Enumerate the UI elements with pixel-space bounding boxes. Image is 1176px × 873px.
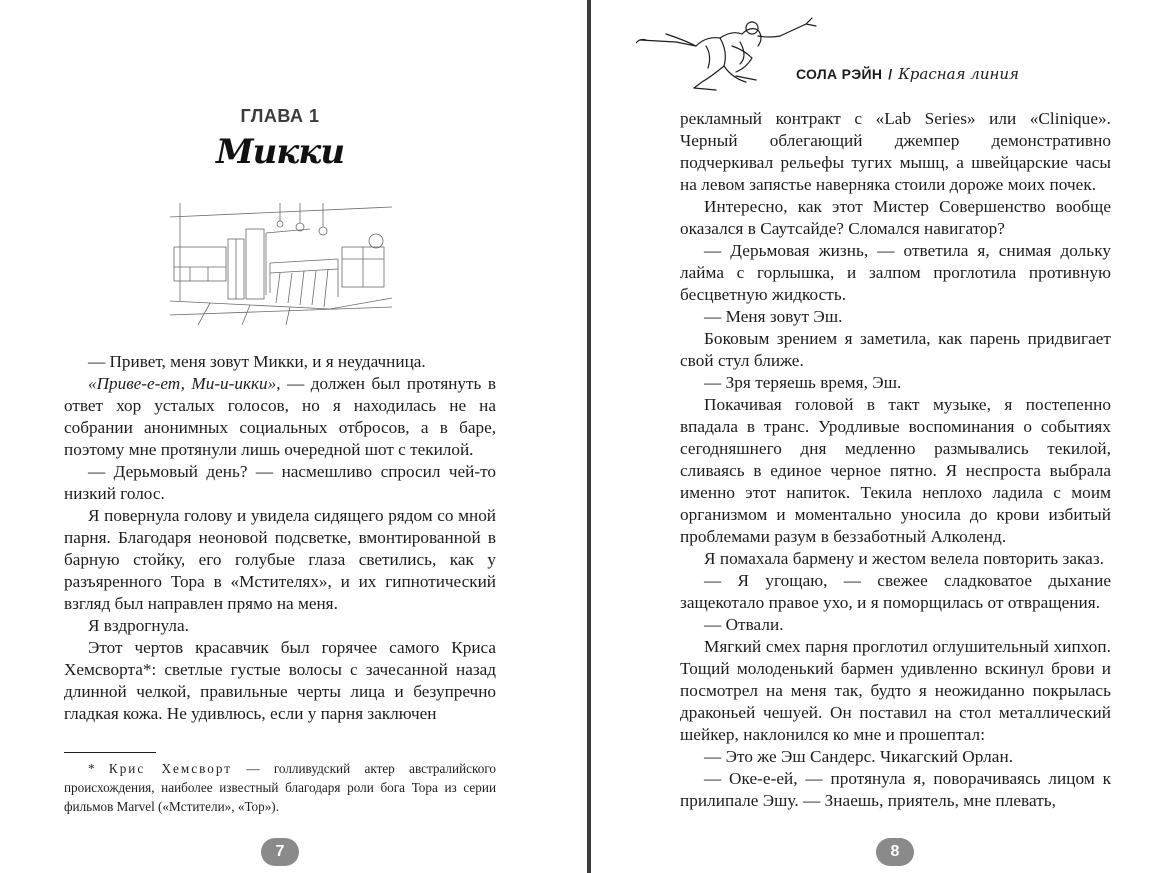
paragraph: — Привет, меня зовут Микки, и я неудачница. bbox=[88, 352, 426, 371]
paragraph: — Отвали. bbox=[704, 615, 784, 634]
paragraph: Я вздрогнула. bbox=[88, 616, 189, 635]
header-separator: / bbox=[888, 66, 893, 82]
paragraph: — Дерьмовая жизнь, — ответила я, снимая дольку лайма с горлышка, и залпом проглотила противную бесцветную жидкость. bbox=[680, 241, 1111, 304]
paragraph bbox=[64, 373, 496, 461]
paragraph: Мягкий смех парня проглотил оглушительный хипхоп. Тощий молоденький бармен удивленно вскинул брови и посмотрел на меня так, будто я неожиданно покрылась драконьей чешуей. Он поставил на стол металлический шейкер, наклонился ко мне и прошептал: bbox=[680, 637, 1111, 744]
paragraph: Я повернула голову и увидела сидящего рядом со мной парня. Благодаря неоновой подсветке, вмонтированной в барную стойку, его голубые глаза светились, как у разъяренного Тора в «Мстителях», и их гипнотический взгляд был направлен прямо на меня. bbox=[64, 506, 496, 613]
paragraph: — Это же Эш Сандерс. Чикагский Орлан. bbox=[704, 747, 1014, 766]
header-author: СОЛА РЭЙН bbox=[796, 66, 883, 82]
paragraph: рекламный контракт с «Lab Series» или «Clinique». Черный облегающий джемпер демонстративно подчеркивал рельефы тугих мышц, а швейцарские часы на левом запястье наверняка стоили дороже моих почек. bbox=[680, 109, 1111, 194]
right-body-text bbox=[680, 108, 1111, 812]
paragraph: Этот чертов красавчик был горячее самого Криса Хемсворта*: светлые густые волосы с зачесанной назад длинной челкой, правильные черты лица и безупречно гладкая кожа. Не удивлюсь, если у парня заключен bbox=[64, 638, 496, 723]
chapter-title: Микки bbox=[215, 132, 345, 172]
header-book-title: Красная линия bbox=[898, 65, 1019, 83]
italic-phrase: «Приве-е-ет, Ми-и-икки» bbox=[88, 374, 277, 393]
footnote-name: Крис Хемсворт bbox=[108, 761, 233, 776]
paragraph: Интересно, как этот Мистер Совершенство вообще оказался в Саутсайде? Сломался навигатор? bbox=[680, 197, 1111, 238]
paragraph: Я помахала бармену и жестом велела повторить заказ. bbox=[704, 549, 1105, 568]
left-body-text bbox=[64, 351, 496, 725]
paragraph: — Меня зовут Эш. bbox=[704, 307, 843, 326]
running-header bbox=[796, 65, 1019, 84]
hockey-skater-illustration bbox=[636, 16, 818, 94]
chapter-label: ГЛАВА 1 bbox=[240, 106, 320, 126]
paragraph: — Оке-е-ей, — протянула я, поворачиваясь лицом к прилипале Эшу. — Знаешь, приятель, мне плевать, bbox=[680, 769, 1111, 810]
footnote-marker: * bbox=[88, 761, 95, 776]
paragraph-continuation: , — должен был протянуть в ответ хор усталых голосов, но я находилась не на собрании анонимных социальных отбросов, а в баре, поэтому мне протянули лишь очередной шот с текилой. bbox=[64, 374, 497, 459]
left-page bbox=[0, 0, 587, 873]
kitchen-sketch-illustration bbox=[170, 203, 392, 325]
page-number: 7 bbox=[261, 838, 299, 866]
paragraph: — Я угощаю, — свежее сладковатое дыхание защекотало правое ухо, и я поморщилась от отвращения. bbox=[680, 571, 1111, 612]
footnote bbox=[64, 759, 496, 816]
paragraph: — Зря теряешь время, Эш. bbox=[704, 373, 902, 392]
page-number: 8 bbox=[876, 838, 914, 866]
paragraph: — Дерьмовый день? — насмешливо спросил чей-то низкий голос. bbox=[64, 462, 496, 503]
footnote-divider bbox=[64, 752, 156, 753]
paragraph: Боковым зрением я заметила, как парень придвигает свой стул ближе. bbox=[680, 329, 1111, 370]
paragraph: Покачивая головой в такт музыке, я постепенно впадала в транс. Уродливые воспоминания о событиях сегодняшнего дня медленно размывались текилой, сливаясь в единое черное пятно. Я неспроста выбрала именно этот напиток. Текила неплохо ладила с моим организмом и моментально уносила до крови избитый проблемами разум в беззаботный Алколенд. bbox=[680, 395, 1111, 546]
footnote-text: — голливудский актер австралийского происхождения, наиболее известный благодаря роли бога Тора из серии фильмов Marvel («Мстители», «Тор»). bbox=[64, 761, 496, 814]
